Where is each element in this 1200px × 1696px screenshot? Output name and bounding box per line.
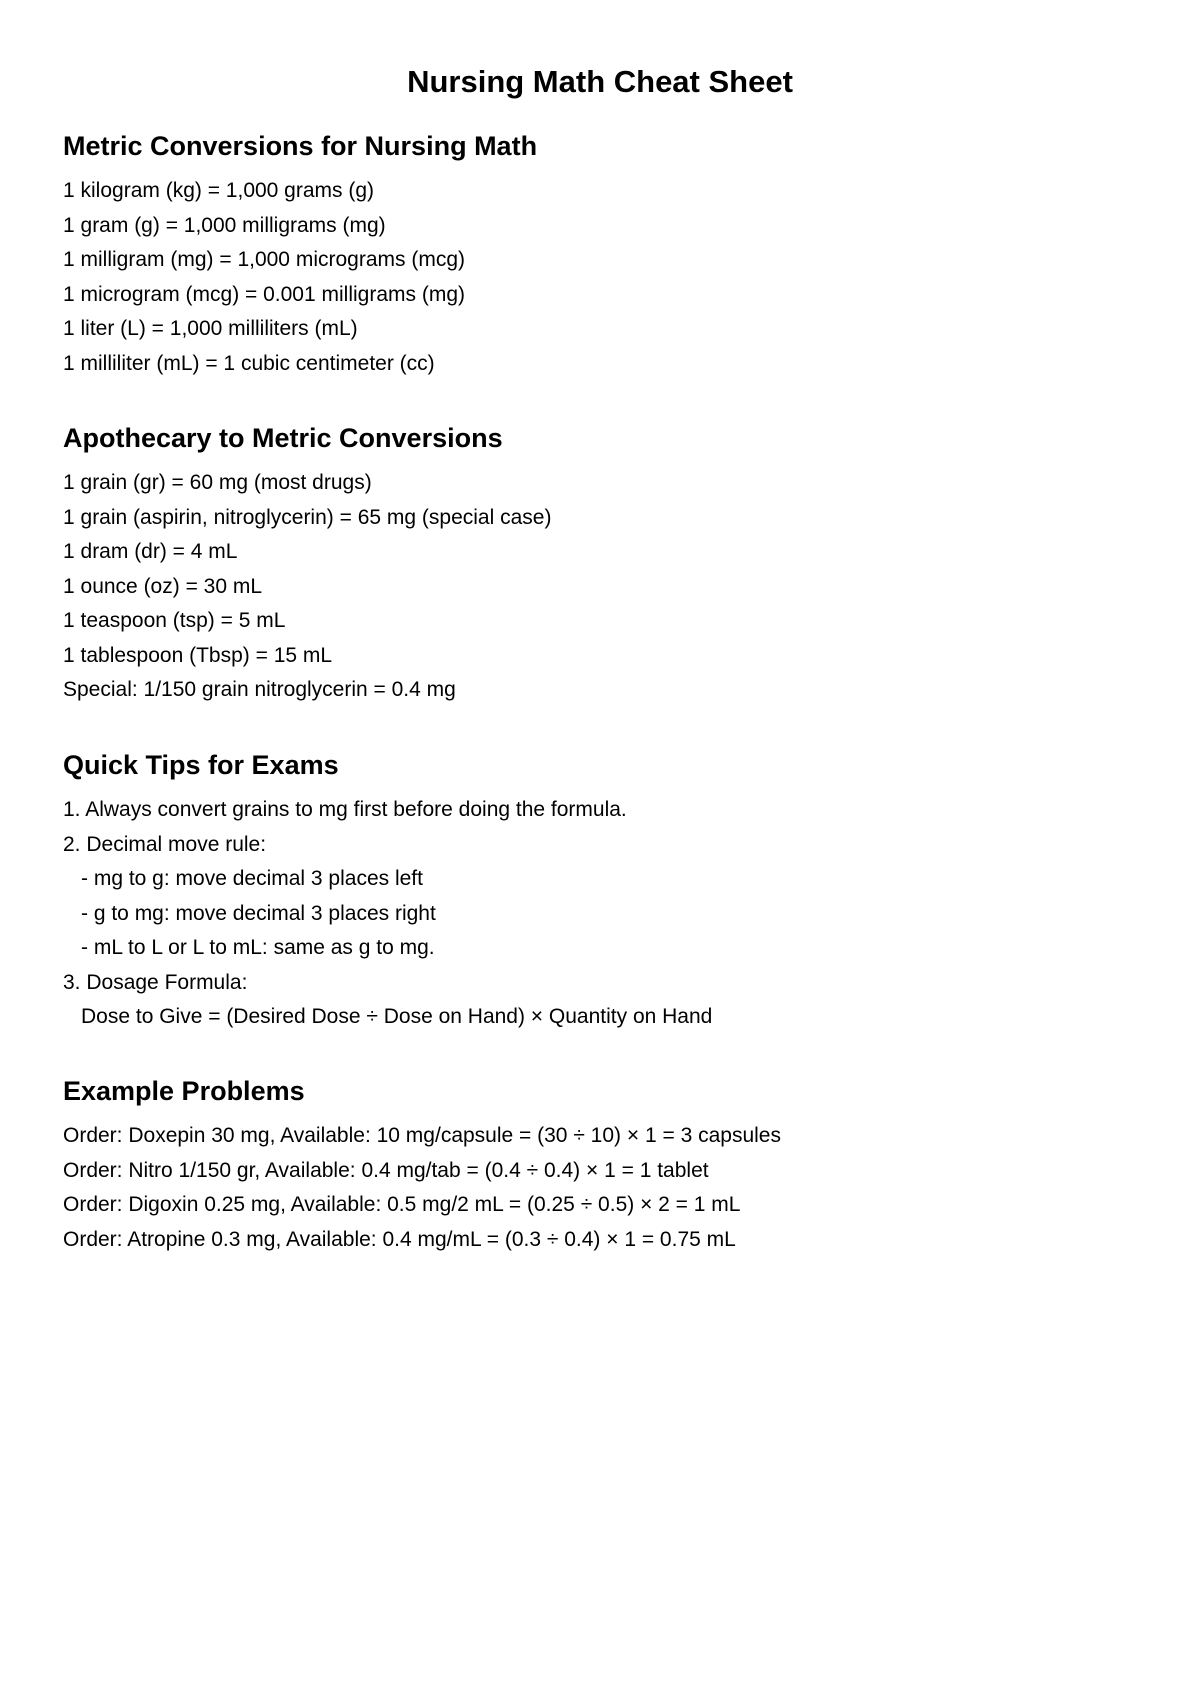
section-heading: Example Problems — [63, 1076, 305, 1106]
conversion-line: 1 gram (g) = 1,000 milligrams (mg) — [63, 213, 386, 237]
tip-subline: - g to mg: move decimal 3 places right — [81, 901, 436, 925]
conversion-line: 1 grain (gr) = 60 mg (most drugs) — [63, 471, 372, 494]
section-apothecary-conversions — [63, 420, 1143, 708]
section-metric-conversions — [63, 128, 1143, 381]
tip-line: 2. Decimal move rule: — [63, 832, 267, 856]
conversion-line: 1 tablespoon (Tbsp) = 15 mL — [63, 643, 333, 667]
section-example-problems — [63, 1073, 1143, 1257]
conversion-line: 1 teaspoon (tsp) = 5 mL — [63, 609, 286, 632]
section-heading: Metric Conversions for Nursing Math — [63, 131, 538, 161]
tip-line: 3. Dosage Formula: — [63, 970, 248, 994]
example-line: Order: Doxepin 30 mg, Available: 10 mg/capsule = (30 ÷ 10) × 1 = 3 capsules — [63, 1124, 781, 1147]
conversion-line: 1 ounce (oz) = 30 mL — [63, 574, 263, 598]
conversion-line: 1 milliliter (mL) = 1 cubic centimeter (cc) — [63, 351, 435, 375]
conversion-line: 1 milligram (mg) = 1,000 micrograms (mcg) — [63, 248, 465, 271]
conversion-line: 1 grain (aspirin, nitroglycerin) = 65 mg (special case) — [63, 505, 552, 529]
example-line: Order: Nitro 1/150 gr, Available: 0.4 mg/tab = (0.4 ÷ 0.4) × 1 = 1 tablet — [63, 1158, 709, 1182]
example-line: Order: Atropine 0.3 mg, Available: 0.4 mg/mL = (0.3 ÷ 0.4) × 1 = 0.75 mL — [63, 1227, 736, 1251]
section-quick-tips — [63, 747, 1143, 1035]
tip-subline: - mL to L or L to mL: same as g to mg. — [81, 936, 435, 959]
conversion-line: Special: 1/150 grain nitroglycerin = 0.4 mg — [63, 678, 456, 701]
tip-subline: - mg to g: move decimal 3 places left — [81, 867, 423, 890]
conversion-line: 1 microgram (mcg) = 0.001 milligrams (mg) — [63, 282, 465, 306]
conversion-line: 1 liter (L) = 1,000 milliliters (mL) — [63, 317, 358, 340]
page-title: Nursing Math Cheat Sheet — [407, 64, 793, 99]
tip-line: 1. Always convert grains to mg first before doing the formula. — [63, 798, 627, 821]
example-line: Order: Digoxin 0.25 mg, Available: 0.5 mg/2 mL = (0.25 ÷ 0.5) × 2 = 1 mL — [63, 1193, 741, 1216]
section-heading: Apothecary to Metric Conversions — [63, 423, 503, 453]
conversion-line: 1 kilogram (kg) = 1,000 grams (g) — [63, 179, 375, 202]
section-heading: Quick Tips for Exams — [63, 750, 339, 780]
conversion-line: 1 dram (dr) = 4 mL — [63, 540, 238, 563]
dosage-formula: Dose to Give = (Desired Dose ÷ Dose on Hand) × Quantity on Hand — [81, 1005, 713, 1028]
